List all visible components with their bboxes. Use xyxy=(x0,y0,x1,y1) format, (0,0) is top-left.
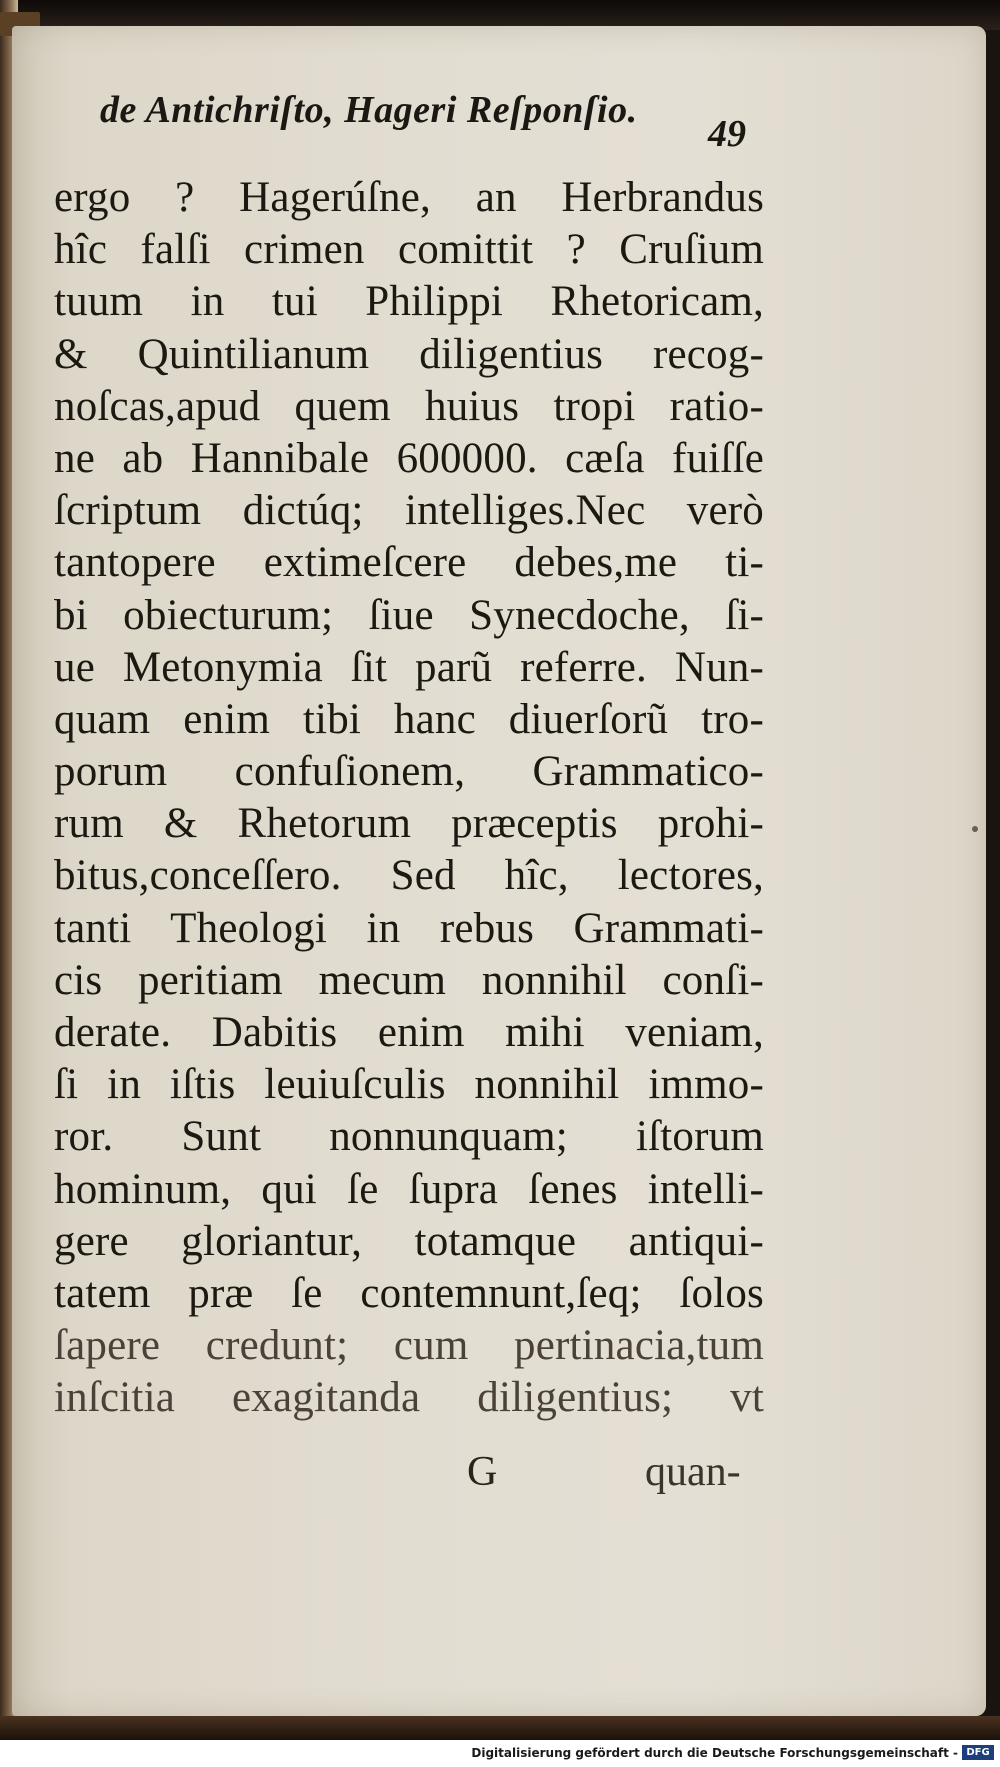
text-line: hominum, qui ſe ſupra ſenes intelli- xyxy=(54,1165,764,1213)
body-text xyxy=(54,172,764,1425)
text-line: cis peritiam mecum nonnihil conſi- xyxy=(54,956,764,1004)
text-line: ſapere credunt; cum pertinacia,tum xyxy=(54,1322,764,1370)
text-line: gere gloriantur, totamque antiqui- xyxy=(54,1217,764,1265)
text-line: bi obiecturum; ſiue Synecdoche, ſi- xyxy=(54,591,764,639)
text-line: ſi in iſtis leuiuſculis nonnihil immo- xyxy=(54,1061,764,1109)
text-line: ror. Sunt nonnunquam; iſtorum xyxy=(54,1113,764,1161)
text-line: derate. Dabitis enim mihi veniam, xyxy=(54,1009,764,1056)
signature-mark: G xyxy=(467,1449,498,1495)
catchword: quan- xyxy=(645,1449,741,1495)
text-line: hîc falſi crimen comittit ? Cruſium xyxy=(54,226,764,274)
text-line: tatem præ ſe contemnunt,ſeq; ſolos xyxy=(54,1269,764,1317)
text-line: bitus,conceſſero. Sed hîc, lectores, xyxy=(54,852,764,900)
dfg-logo: DFG xyxy=(962,1745,994,1760)
scan-bottom-edge xyxy=(0,1716,1000,1740)
text-line: ſcriptum dictúq; intelliges.Nec verò xyxy=(54,487,764,535)
text-line: ne ab Hannibale 600000. cæſa fuiſſe xyxy=(54,434,764,482)
text-line: quam enim tibi hanc diuerſorũ tro- xyxy=(54,695,764,743)
text-line: tantopere extimeſcere debes,me ti- xyxy=(54,539,764,587)
digitization-credit: Digitalisierung gefördert durch die Deutsche Forschungsgemeinschaft - xyxy=(471,1746,958,1760)
text-line: noſcas,apud quem huius tropi ratio- xyxy=(54,382,764,430)
text-line: ergo ? Hagerúſne, an Herbrandus xyxy=(54,174,764,221)
text-line: tuum in tui Philippi Rhetoricam, xyxy=(54,278,764,326)
text-line: ue Metonymia ſit parũ referre. Nun- xyxy=(54,643,764,691)
text-line: porum confuſionem, Grammatico- xyxy=(54,748,764,796)
text-line: tanti Theologi in rebus Grammati- xyxy=(54,904,764,952)
text-line: rum & Rhetorum præceptis prohi- xyxy=(54,800,764,848)
text-line: & Quintilianum diligentius recog- xyxy=(54,330,764,378)
page-number: 49 xyxy=(708,113,746,155)
running-head: de Antichriſto, Hageri Reſponſio. xyxy=(100,89,638,131)
paper-speck xyxy=(972,826,978,832)
text-line: inſcitia exagitanda diligentius; vt xyxy=(54,1374,764,1422)
